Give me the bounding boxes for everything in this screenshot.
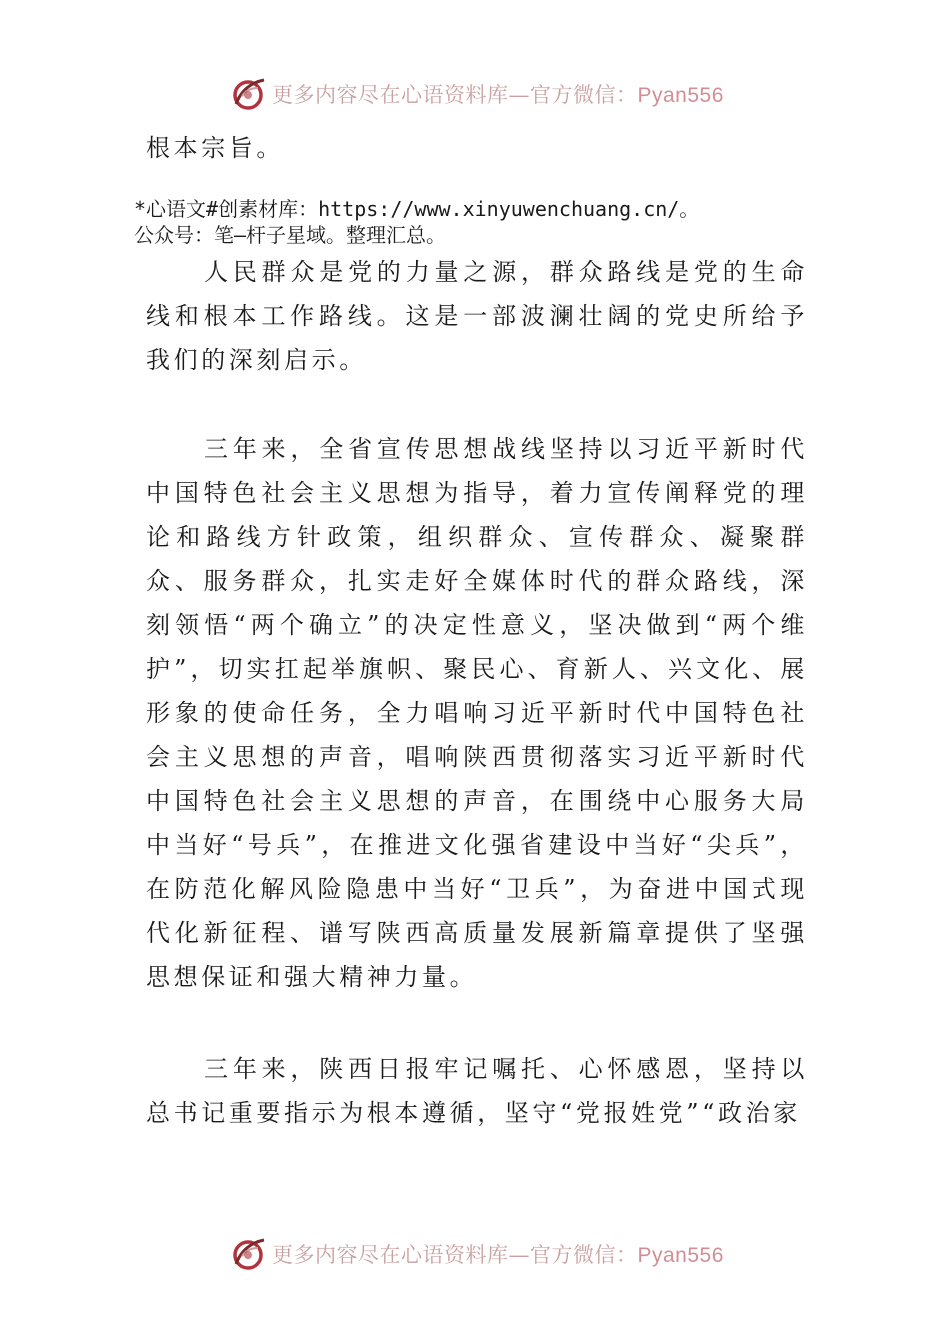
xinyu-logo-icon [228, 1234, 268, 1274]
wechat-id: Pyan556 [637, 1244, 724, 1267]
xinyu-logo-icon [228, 74, 268, 114]
header-banner [228, 72, 748, 116]
paragraph-3: 三年来，陕西日报牢记嘱托、心怀感恩，坚持以总书记重要指示为根本遵循，坚守“党报姓党”“政治家 [146, 1055, 808, 1127]
paragraph-1: 人民群众是党的力量之源，群众路线是党的生命线和根本工作路线。这是一部波澜壮阔的党史所给予我们的深刻启示。 [146, 258, 808, 374]
source-line-1: *心语文#创素材库：https://www.xinyuwenchuang.cn/。 [134, 197, 700, 221]
source-line-2: 公众号：笔—杆子星域。整理汇总。 [134, 223, 447, 247]
header-banner-text: 更多内容尽在心语资料库—官方微信：Pyan556 [272, 83, 724, 107]
footer-banner [228, 1232, 748, 1276]
carryover-line: 根本宗旨。 [146, 134, 284, 162]
footer-banner-text: 更多内容尽在心语资料库—官方微信：Pyan556 [272, 1243, 724, 1267]
wechat-id: Pyan556 [637, 84, 724, 107]
source-note [134, 196, 824, 248]
paragraph-2: 三年来，全省宣传思想战线坚持以习近平新时代中国特色社会主义思想为指导，着力宣传阐释党的理论和路线方针政策，组织群众、宣传群众、凝聚群众、服务群众，扎实走好全媒体时代的群众路线，深刻领悟“两个确立”的决定性意义，坚决做到“两个维护”，切实扛起举旗帜、聚民心、育新人、兴文化、展形象的使命任务，全力唱响习近平新时代中国特色社会主义思想的声音，唱响陕西贯彻落实习近平新时代中国特色社会主义思想的声音，在围绕中心服务大局中当好“号兵”，在推进文化强省建设中当好“尖兵”，在防范化解风险隐患中当好“卫兵”，为奋进中国式现代化新征程、谱写陕西高质量发展新篇章提供了坚强思想保证和强大精神力量。 [146, 435, 808, 991]
